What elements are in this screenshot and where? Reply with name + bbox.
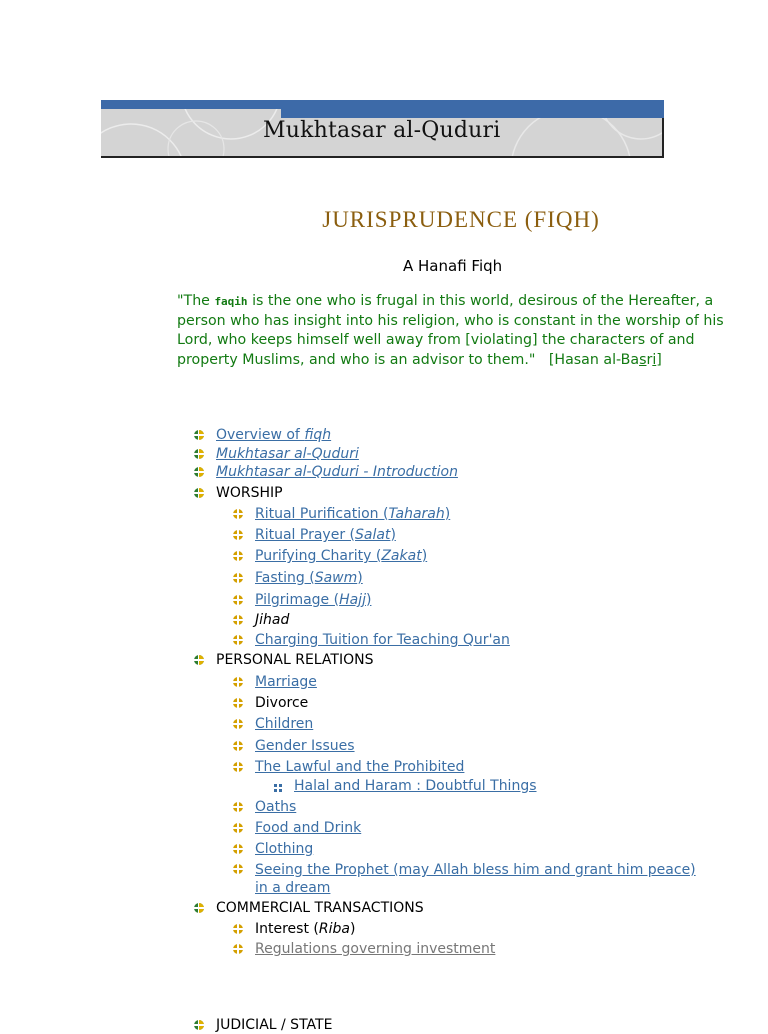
quote-block: "The faqih is the one who is frugal in this world, desirous of the Hereafter, a person who has insight into his religion, who is constant in the worship of his Lord, who keeps himself well away from [violating] the characters of and property Muslims, and who is an advisor to them." [Hasan al-Basri]: [177, 293, 724, 368]
page-title: JURISPRUDENCE (FIQH): [322, 207, 600, 232]
bullet-icon: [194, 655, 204, 665]
toc-link-purification[interactable]: Ritual Purification (Taharah): [255, 506, 451, 522]
bullet-icon: [233, 530, 243, 540]
quote-attribution: [Hasan al-Basri]: [548, 351, 662, 368]
bullet-icon: [233, 595, 243, 605]
toc-link-marriage[interactable]: Marriage: [255, 674, 317, 690]
bullet-icon: [194, 1020, 204, 1030]
toc-link-gender[interactable]: Gender Issues: [255, 738, 355, 754]
bullet-icon: [233, 924, 243, 934]
bullet-icon: [233, 802, 243, 812]
toc-link-oaths[interactable]: Oaths: [255, 799, 297, 815]
toc-item-divorce: Divorce: [255, 695, 309, 711]
bullet-icon: [194, 449, 204, 459]
bullet-icon: [233, 573, 243, 583]
bullet-icon: [233, 719, 243, 729]
toc-link-charity[interactable]: Purifying Charity (Zakat): [255, 548, 428, 564]
bullet-icon: [233, 864, 243, 874]
square-bullet-icon: [274, 784, 282, 792]
toc-link-tuition[interactable]: Charging Tuition for Teaching Qur'an: [255, 632, 510, 648]
toc-link-investment[interactable]: Regulations governing investment: [255, 941, 496, 957]
bullet-icon: [233, 844, 243, 854]
toc-link-halal-haram[interactable]: Halal and Haram : Doubtful Things: [294, 778, 537, 794]
section-heading-personal-relations: PERSONAL RELATIONS: [216, 652, 374, 668]
section-heading-commercial: COMMERCIAL TRANSACTIONS: [216, 900, 424, 916]
toc-item-jihad: Jihad: [255, 612, 290, 628]
toc-link-prayer[interactable]: Ritual Prayer (Salat): [255, 527, 396, 543]
toc-link-mukhtasar-intro[interactable]: Mukhtasar al-Quduri - Introduction: [216, 464, 458, 480]
bullet-icon: [233, 615, 243, 625]
bullet-icon: [233, 823, 243, 833]
bullet-icon: [233, 762, 243, 772]
bullet-icon: [233, 698, 243, 708]
bullet-icon: [233, 741, 243, 751]
bullet-icon: [194, 488, 204, 498]
bullet-icon: [233, 635, 243, 645]
bullet-icon: [233, 944, 243, 954]
bullet-icon: [233, 551, 243, 561]
toc-item-interest: Interest (Riba): [255, 921, 356, 937]
section-heading-judicial: JUDICIAL / STATE: [216, 1017, 333, 1033]
section-heading-worship: WORSHIP: [216, 485, 283, 501]
toc-link-seeing-prophet[interactable]: Seeing the Prophet (may Allah bless him and grant him peace) in a dream: [255, 862, 696, 896]
bullet-icon: [194, 467, 204, 477]
toc-link-lawful[interactable]: The Lawful and the Prohibited: [255, 759, 465, 775]
toc-link-children[interactable]: Children: [255, 716, 314, 732]
bullet-icon: [194, 430, 204, 440]
toc-link-food[interactable]: Food and Drink: [255, 820, 362, 836]
page-subtitle: A Hanafi Fiqh: [403, 257, 503, 275]
bullet-icon: [233, 509, 243, 519]
banner-title: Mukhtasar al-Quduri: [263, 118, 501, 143]
toc-link-mukhtasar[interactable]: Mukhtasar al-Quduri: [216, 446, 359, 462]
toc-link-pilgrimage[interactable]: Pilgrimage (Hajj): [255, 592, 372, 608]
quote-term-faqih: faqih: [214, 295, 248, 308]
bullet-icon: [233, 677, 243, 687]
bullet-icon: [194, 903, 204, 913]
toc-link-overview[interactable]: Overview of fiqh: [216, 427, 332, 443]
toc-link-clothing[interactable]: Clothing: [255, 841, 314, 857]
toc-link-fasting[interactable]: Fasting (Sawm): [255, 570, 363, 586]
